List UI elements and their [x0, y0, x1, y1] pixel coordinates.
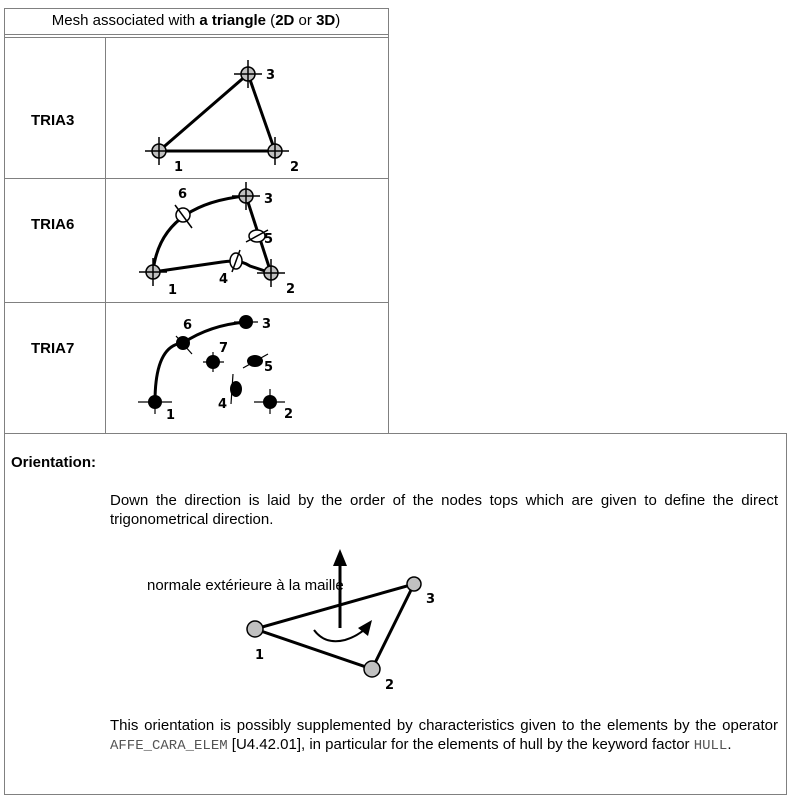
- paragraph2-text-2: [U4.42.01], in particular for the elements of hull by the keyword factor: [227, 736, 694, 753]
- orientation-title: Orientation:: [11, 454, 96, 471]
- tria6-node-label-5: 5: [264, 232, 274, 247]
- header-mid1: (: [266, 12, 276, 29]
- normal-arrow-head: [333, 549, 347, 566]
- tria7-node-label-2: 2: [284, 407, 294, 422]
- orientation-node-2: [364, 661, 380, 677]
- tria7-node-label-6: 6: [183, 318, 193, 333]
- tria6-node-label-3: 3: [264, 192, 274, 207]
- tria6-node-label-1: 1: [168, 283, 178, 298]
- header-prefix: Mesh associated with: [51, 12, 200, 29]
- tria7-node-label-4: 4: [218, 397, 228, 412]
- rotation-arrow: [314, 628, 366, 641]
- orientation-paragraph-2: [110, 716, 778, 756]
- tria7-node-label-1: 1: [166, 408, 176, 423]
- code-hull: HULL: [693, 738, 728, 754]
- orientation-node-label-2: 2: [385, 678, 395, 693]
- paragraph2-text-1: This orientation is possibly supplemented by characteristics given to the elements by the operator: [110, 717, 778, 734]
- header-bold-triangle: a triangle: [199, 12, 267, 29]
- header-bold-3d: 3D: [316, 12, 336, 29]
- header-mid2: or: [294, 12, 317, 29]
- header-suffix: ): [335, 12, 341, 29]
- normal-label: normale extérieure à la maille: [147, 577, 344, 594]
- orientation-paragraph-1: Down the direction is laid by the order of the nodes tops which are given to define the direct trigonometrical direction.: [110, 492, 778, 528]
- tria6-node-label-6: 6: [178, 187, 188, 202]
- paragraph2-text-3: .: [727, 736, 732, 753]
- tria6-node-label-2: 2: [286, 282, 296, 297]
- orientation-node-label-1: 1: [255, 648, 265, 663]
- code-affe-cara-elem: AFFE_CARA_ELEM: [110, 738, 228, 754]
- orientation-triangle: [255, 584, 414, 669]
- tria3-node-label-1: 1: [174, 160, 184, 175]
- tria7-label: TRIA7: [31, 340, 75, 357]
- tria7-node-label-7: 7: [219, 341, 229, 356]
- tria3-node-label-3: 3: [266, 68, 276, 83]
- tria6-label: TRIA6: [31, 216, 75, 233]
- tria6-node-label-4: 4: [219, 272, 229, 287]
- orientation-node-1: [247, 621, 263, 637]
- header-bold-2d: 2D: [275, 12, 295, 29]
- tria3-label: TRIA3: [31, 112, 75, 129]
- orientation-node-label-3: 3: [426, 592, 436, 607]
- orientation-node-3: [407, 577, 421, 591]
- tria3-node-label-2: 2: [290, 160, 300, 175]
- tria7-node-label-5: 5: [264, 360, 274, 375]
- tria7-node-label-3: 3: [262, 317, 272, 332]
